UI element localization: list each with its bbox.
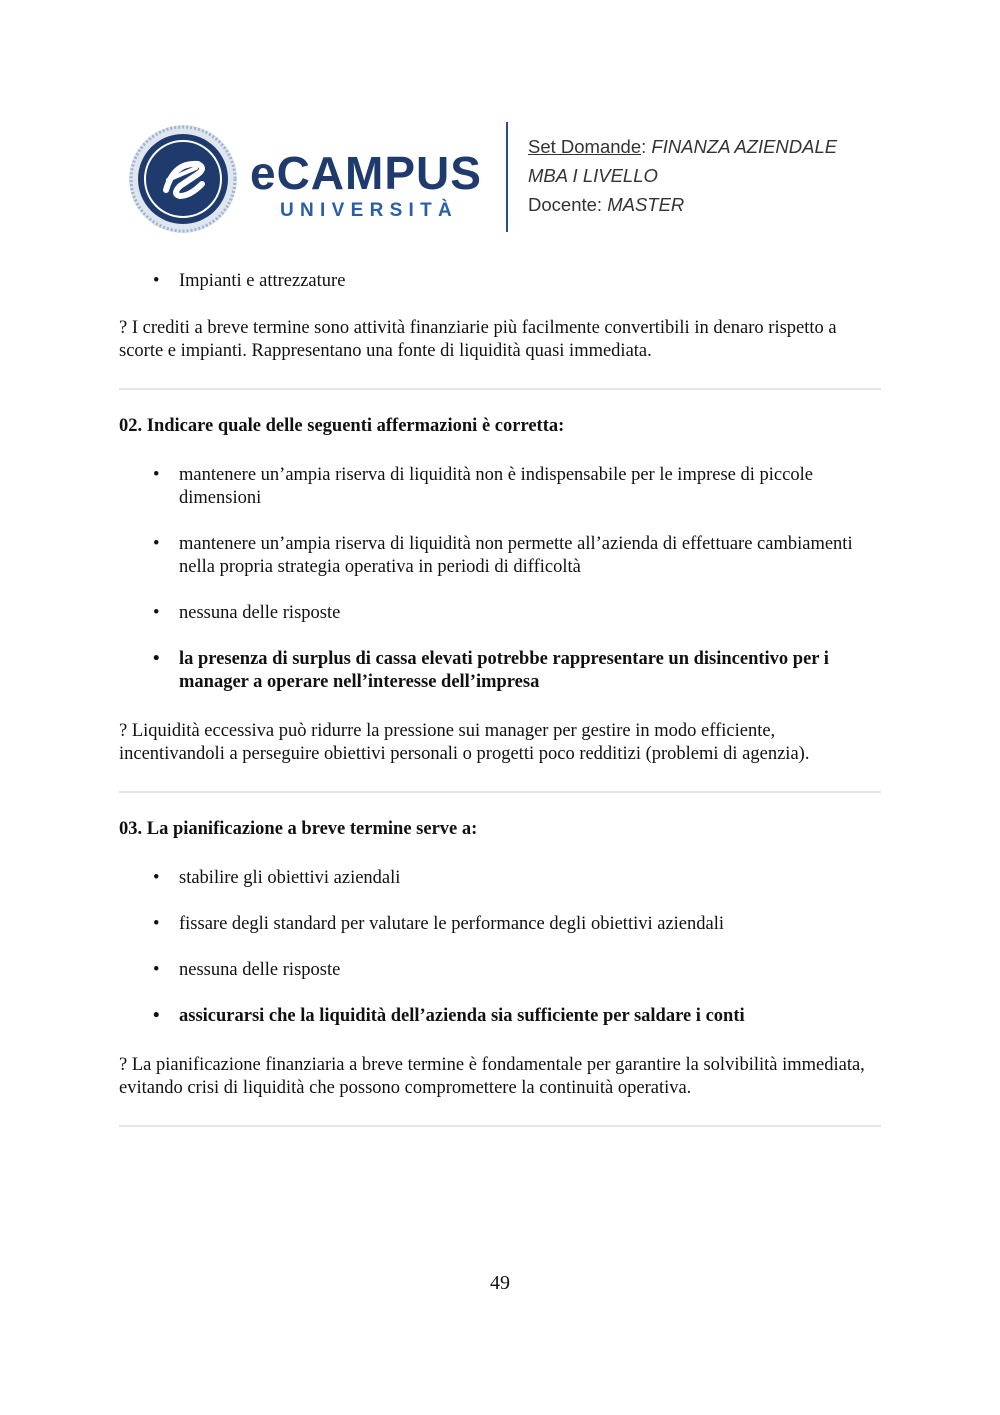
bullet-icon: • (153, 603, 160, 623)
option-item (119, 913, 881, 936)
option-item (119, 602, 881, 625)
bullet-icon: • (153, 960, 160, 980)
answer-note: ? La pianificazione finanziaria a breve termine è fondamentale per garantire la solvibilità immediata, evitando crisi di liquidità che possono compromettere la continuità operativa. (119, 1055, 865, 1098)
option-text: mantenere un’ampia riserva di liquidità non è indispensabile per le imprese di piccole dimensioni (179, 465, 813, 508)
question-options (119, 867, 881, 1028)
option-text: la presenza di surplus di cassa elevati potrebbe rappresentare un disincentivo per i manager a operare nell’interesse dell’impresa (179, 649, 829, 692)
spacer (119, 890, 881, 913)
bullet-icon: • (153, 1006, 160, 1026)
option-item (119, 270, 881, 293)
bullet-icon: • (153, 649, 160, 669)
bullet-icon: • (153, 271, 160, 291)
set-label: Set Domande (528, 136, 642, 157)
page-number: 49 (490, 1272, 510, 1294)
option-item-correct (119, 1005, 881, 1028)
answer-note: ? Liquidità eccessiva può ridurre la pressione sui manager per gestire in modo efficiente, incentivandoli a perseguire obiettivi personali o progetti poco redditizi (problemi di agenzia). (119, 721, 810, 764)
set-value: FINANZA AZIENDALE (651, 136, 838, 157)
page-content (119, 270, 881, 1127)
option-item (119, 533, 881, 579)
answer-note: ? I crediti a breve termine sono attività finanziarie più facilmente convertibili in denaro rispetto a scorte e impianti. Rappresentano una fonte di liquidità quasi immediata. (119, 318, 837, 361)
brand-name: eCAMPUS (250, 147, 482, 199)
spacer (119, 936, 881, 959)
bullet-icon: • (153, 465, 160, 485)
bullet-icon: • (153, 868, 160, 888)
option-text: nessuna delle risposte (179, 960, 341, 980)
spacer (119, 625, 881, 648)
spacer (119, 579, 881, 602)
previous-options (119, 270, 881, 293)
header-meta: Set Domande: FINANZA AZIENDALE MBA I LIVELLO Docente: MASTER (528, 136, 838, 215)
bullet-icon: • (153, 534, 160, 554)
option-item (119, 464, 881, 510)
option-item-correct (119, 648, 881, 694)
option-item (119, 959, 881, 982)
ecampus-seal-logo (128, 124, 238, 234)
section-divider (119, 1125, 881, 1127)
option-text: Impianti e attrezzature (179, 271, 346, 291)
option-text: fissare degli standard per valutare le performance degli obiettivi aziendali (179, 914, 725, 934)
question-title: 03. La pianificazione a breve termine serve a: (119, 819, 478, 839)
option-text: assicurarsi che la liquidità dell’azienda sia sufficiente per saldare i conti (179, 1006, 745, 1026)
bullet-icon: • (153, 914, 160, 934)
option-text: mantenere un’ampia riserva di liquidità non permette all’azienda di effettuare cambiamenti nella propria strategia operativa in periodi di difficoltà (179, 534, 853, 577)
docente-label: Docente (528, 194, 597, 215)
ecampus-wordmark (250, 148, 482, 224)
docente-value: MASTER (607, 194, 685, 215)
option-text: stabilire gli obiettivi aziendali (179, 868, 401, 888)
brand-subtitle: UNIVERSITÀ (280, 200, 459, 221)
spacer (119, 982, 881, 1005)
page-header (128, 122, 888, 234)
spacer (119, 510, 881, 533)
option-item (119, 867, 881, 890)
question-options (119, 464, 881, 694)
level: MBA I LIVELLO (528, 165, 658, 186)
header-divider (506, 122, 508, 232)
option-text: nessuna delle risposte (179, 603, 341, 623)
question-title: 02. Indicare quale delle seguenti affermazioni è corretta: (119, 416, 565, 436)
